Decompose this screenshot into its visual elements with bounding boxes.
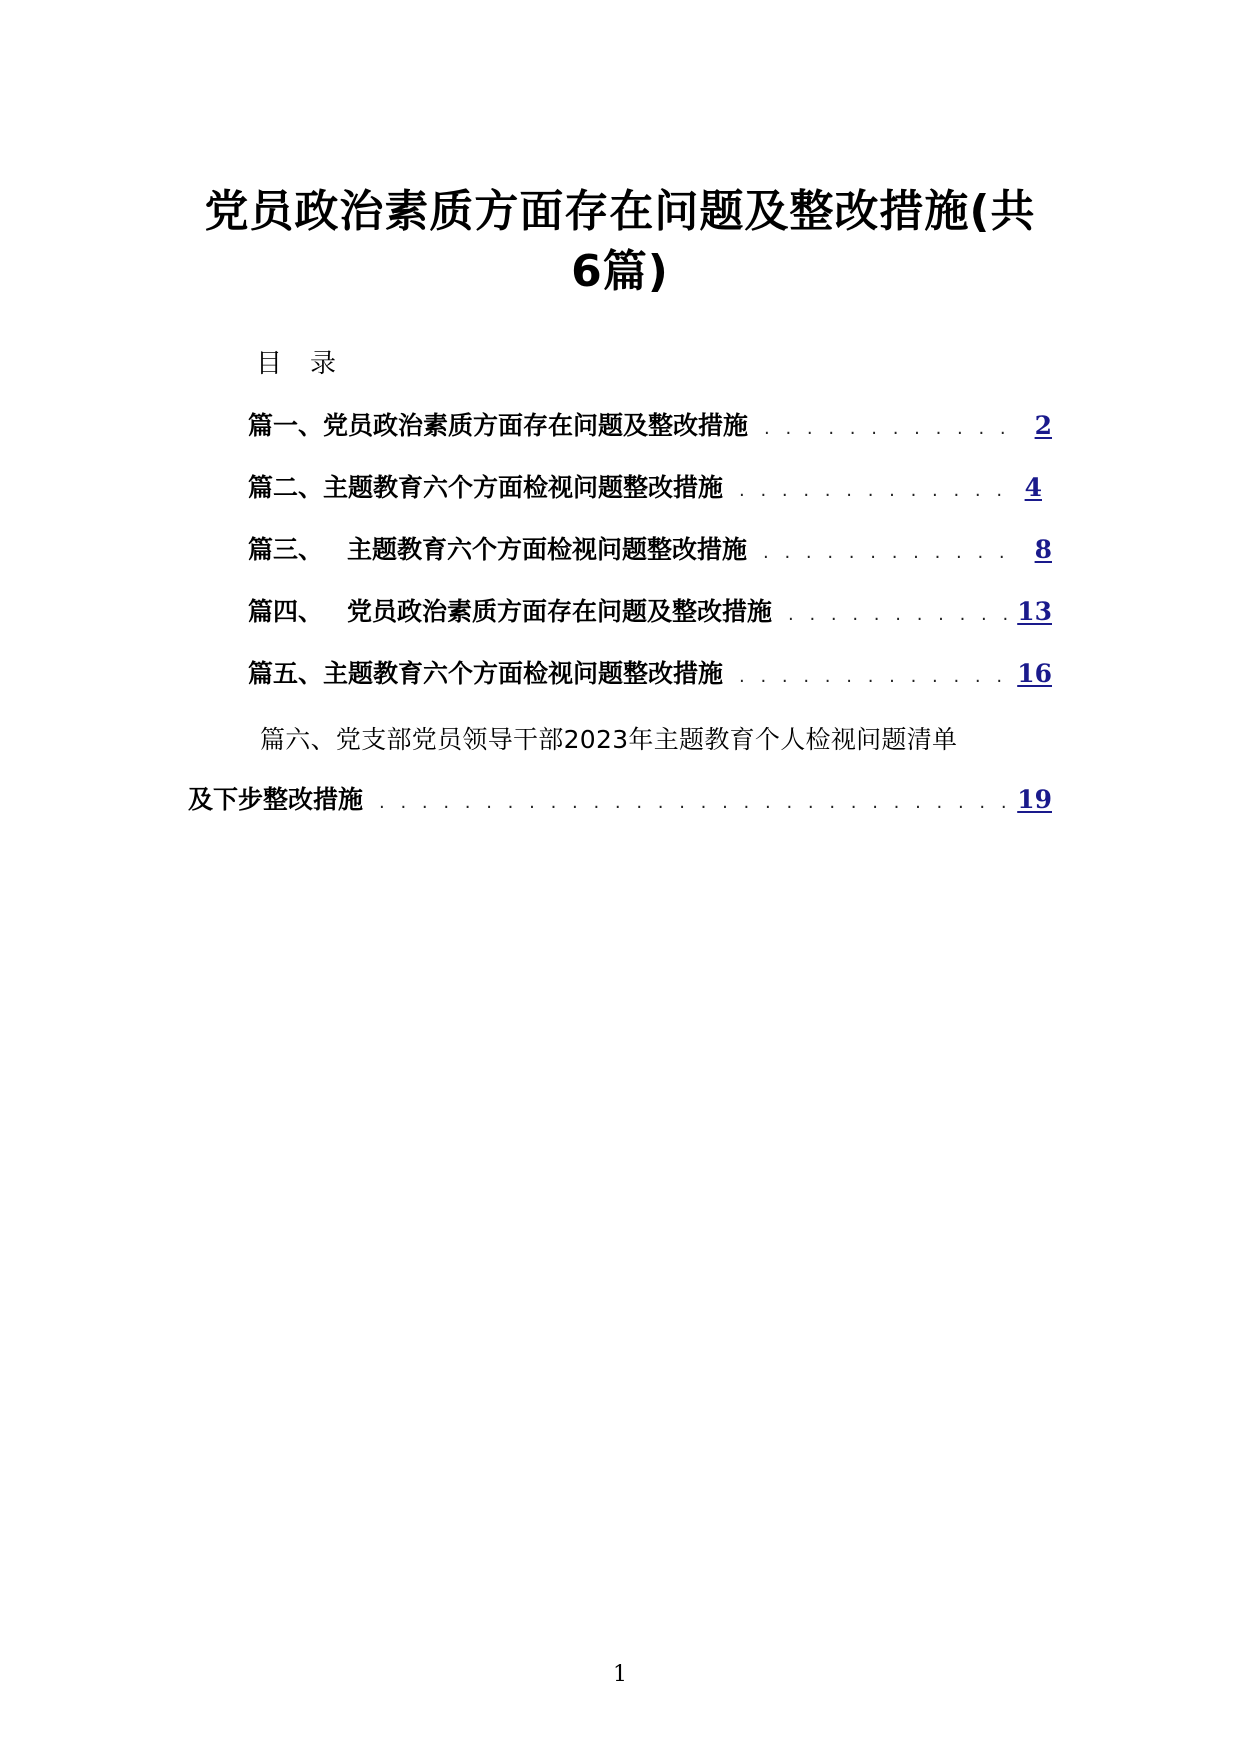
toc-entry-label: 篇五、主题教育六个方面检视问题整改措施: [248, 659, 724, 688]
toc-page-link[interactable]: 2: [1034, 411, 1052, 440]
toc-entry-label: 篇四、 党员政治素质方面存在问题及整改措施: [248, 597, 773, 626]
toc-page-link[interactable]: 13: [1017, 597, 1052, 626]
toc-entry-label: 篇三、 主题教育六个方面检视问题整改措施: [248, 535, 748, 564]
toc-entry-5[interactable]: [248, 654, 1052, 694]
toc-heading-char-2: 录: [310, 349, 337, 379]
toc-page-link[interactable]: 8: [1034, 535, 1052, 564]
toc-leader-dots: [379, 783, 1007, 823]
toc-leader-dots: [739, 471, 1006, 511]
toc-entry-6-line-2[interactable]: [188, 780, 1052, 820]
toc-heading: [256, 346, 336, 382]
document-title-line-2: 6篇): [571, 246, 669, 297]
toc-leader-dots: [763, 533, 1016, 573]
toc-leader-dots: [788, 595, 1007, 635]
toc-page-link[interactable]: 4: [1024, 473, 1042, 502]
toc-entry-label: 篇一、党员政治素质方面存在问题及整改措施: [248, 411, 749, 440]
toc-entry-1[interactable]: [248, 406, 1052, 446]
toc-entry-6-line-1[interactable]: 篇六、党支部党员领导干部2023年主题教育个人检视问题清单: [260, 725, 958, 754]
toc-entry-3[interactable]: [248, 530, 1052, 570]
toc-entry-4[interactable]: [248, 592, 1052, 632]
toc-entry-label: 及下步整改措施: [188, 785, 364, 814]
toc-entry-label: 篇二、主题教育六个方面检视问题整改措施: [248, 473, 724, 502]
toc-leader-dots: [764, 409, 1016, 449]
toc-entry-2[interactable]: [248, 468, 1042, 508]
page-number: 1: [613, 1662, 627, 1687]
toc-page-link[interactable]: 16: [1017, 659, 1052, 688]
document-title: [150, 182, 1090, 302]
toc-leader-dots: [739, 657, 1007, 697]
toc-heading-char-1: 目: [256, 349, 283, 379]
toc-page-link[interactable]: 19: [1017, 785, 1052, 814]
document-title-line-1: 党员政治素质方面存在问题及整改措施(共: [204, 186, 1036, 237]
